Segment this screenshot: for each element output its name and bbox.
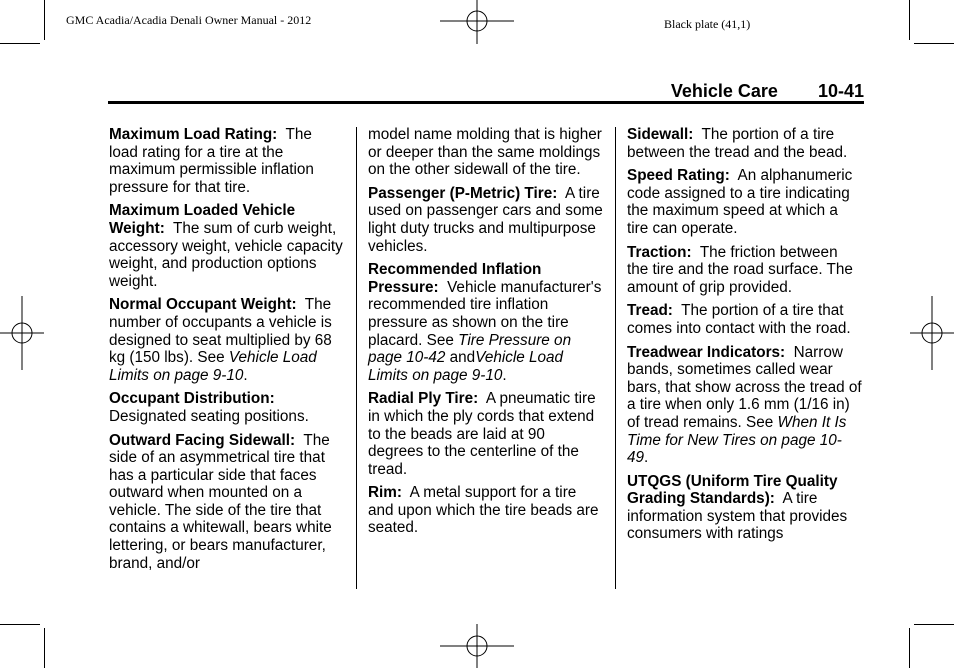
- glossary-term: Traction:: [627, 243, 692, 261]
- glossary-term: Recommended Inflation Pressure:: [368, 261, 542, 296]
- glossary-term: Tread:: [627, 302, 673, 320]
- glossary-entry: [627, 473, 863, 543]
- glossary-entry: [109, 390, 345, 425]
- crop-mark: [0, 43, 40, 44]
- crop-mark: [914, 624, 954, 625]
- glossary-entry: [109, 296, 345, 384]
- glossary-term: Radial Ply Tire:: [368, 390, 479, 408]
- glossary-term: Rim:: [368, 484, 402, 502]
- glossary-definition: The portion of a tire between the tread and the bead.: [627, 126, 848, 161]
- glossary-definition: The side of an asymmetrical tire that has a particular side that faces outward when mounted on a vehicle. The side of the tire that contains a whitewall, bears white lettering, or bears manufacturer, brand, and/or: [109, 431, 332, 572]
- section-heading: [600, 81, 864, 102]
- glossary-definition: .: [502, 366, 507, 384]
- glossary-entry: [368, 261, 604, 384]
- manual-title: GMC Acadia/Acadia Denali Owner Manual - 2012: [66, 13, 312, 27]
- cross-reference-link[interactable]: Vehicle Load Limits on page 9-10: [109, 349, 317, 384]
- crop-mark: [0, 624, 40, 625]
- column-divider: [615, 127, 616, 589]
- cross-reference-link[interactable]: Tire Pressure on page 10-42: [368, 331, 572, 367]
- glossary-definition: and: [449, 349, 476, 367]
- crop-mark: [44, 628, 45, 668]
- glossary-entry: [627, 167, 863, 237]
- glossary-definition: A metal support for a tire and upon which the tire beads are seated.: [368, 484, 599, 537]
- glossary-definition: A tire used on passenger cars and some light duty trucks and multipurpose vehicles.: [368, 184, 603, 255]
- glossary-term: UTQGS (Uniform Tire Quality Grading Standards):: [627, 472, 838, 508]
- glossary-definition: Narrow bands, sometimes called wear bars, that show across the tread of a tire when only 1.6 mm (1/16 in) of tread remains. See: [627, 343, 862, 431]
- glossary-entry: [109, 126, 345, 196]
- glossary-term: Sidewall:: [627, 126, 694, 143]
- glossary-definition: Vehicle manufacturer's recommended tire inflation pressure as shown on the tire placard. See: [368, 278, 602, 349]
- glossary-entry: [627, 244, 863, 297]
- glossary-definition: A pneumatic tire in which the ply cords that extend to the beads are laid at 90 degrees to the centerline of the tread.: [368, 390, 596, 478]
- registration-mark-icon: [0, 296, 44, 370]
- glossary-entry: [627, 344, 863, 467]
- glossary-definition: Designated seating positions.: [109, 407, 309, 425]
- column-1: [109, 126, 345, 578]
- page-number: 10-41: [817, 81, 864, 101]
- crop-mark: [909, 0, 910, 40]
- glossary-term: Speed Rating:: [627, 167, 730, 185]
- heading-rule: [108, 101, 864, 104]
- glossary-entry: [109, 202, 345, 290]
- glossary-definition: .: [644, 449, 649, 467]
- glossary-definition: .: [243, 366, 248, 384]
- glossary-term: Occupant Distribution:: [109, 390, 275, 408]
- glossary-definition: An alphanumeric code assigned to a tire indicating the maximum speed at which a tire can operate.: [627, 167, 853, 237]
- glossary-entry: [368, 126, 604, 179]
- glossary-term: Treadwear Indicators:: [627, 343, 786, 361]
- registration-mark-icon: [910, 296, 954, 370]
- glossary-definition: The portion of a tire that comes into contact with the road.: [627, 302, 851, 337]
- glossary-definition: model name molding that is higher or deeper than the same moldings on the other sidewall of the tire.: [368, 126, 602, 179]
- glossary-definition: A tire information system that provides consumers with ratings: [627, 490, 848, 543]
- glossary-definition: The number of occupants a vehicle is designed to seat multiplied by 68 kg (150 lbs). See: [109, 296, 332, 367]
- cross-reference-link[interactable]: When It Is Time for New Tires on page 10-49: [627, 413, 847, 467]
- glossary-term: Maximum Load Rating:: [109, 126, 278, 143]
- crop-mark: [909, 628, 910, 668]
- column-3: [627, 126, 863, 549]
- glossary-entry: [368, 484, 604, 537]
- glossary-term: Maximum Loaded Vehicle Weight:: [109, 202, 296, 237]
- glossary-definition: The load rating for a tire at the maximum permissible inflation pressure for that tire.: [109, 126, 314, 196]
- crop-mark: [44, 0, 45, 40]
- column-divider: [356, 127, 357, 589]
- glossary-definition: The friction between the tire and the road surface. The amount of grip provided.: [627, 243, 853, 296]
- glossary-entry: [368, 390, 604, 478]
- cross-reference-link[interactable]: Vehicle Load Limits on page 9-10: [368, 349, 564, 384]
- glossary-entry: [627, 302, 863, 337]
- glossary-entry: [109, 432, 345, 573]
- glossary-term: Outward Facing Sidewall:: [109, 431, 296, 449]
- glossary-entry: [627, 126, 863, 161]
- crop-mark: [914, 43, 954, 44]
- glossary-entry: [368, 185, 604, 255]
- glossary-term: Normal Occupant Weight:: [109, 296, 297, 314]
- plate-label: Black plate (41,1): [664, 17, 751, 31]
- glossary-term: Passenger (P-Metric) Tire:: [368, 184, 558, 202]
- glossary-definition: The sum of curb weight, accessory weight, vehicle capacity weight, and production options weight.: [109, 219, 343, 290]
- column-2: [368, 126, 604, 543]
- registration-mark-icon: [440, 624, 514, 668]
- registration-mark-icon: [440, 0, 514, 44]
- section-title: Vehicle Care: [670, 81, 778, 101]
